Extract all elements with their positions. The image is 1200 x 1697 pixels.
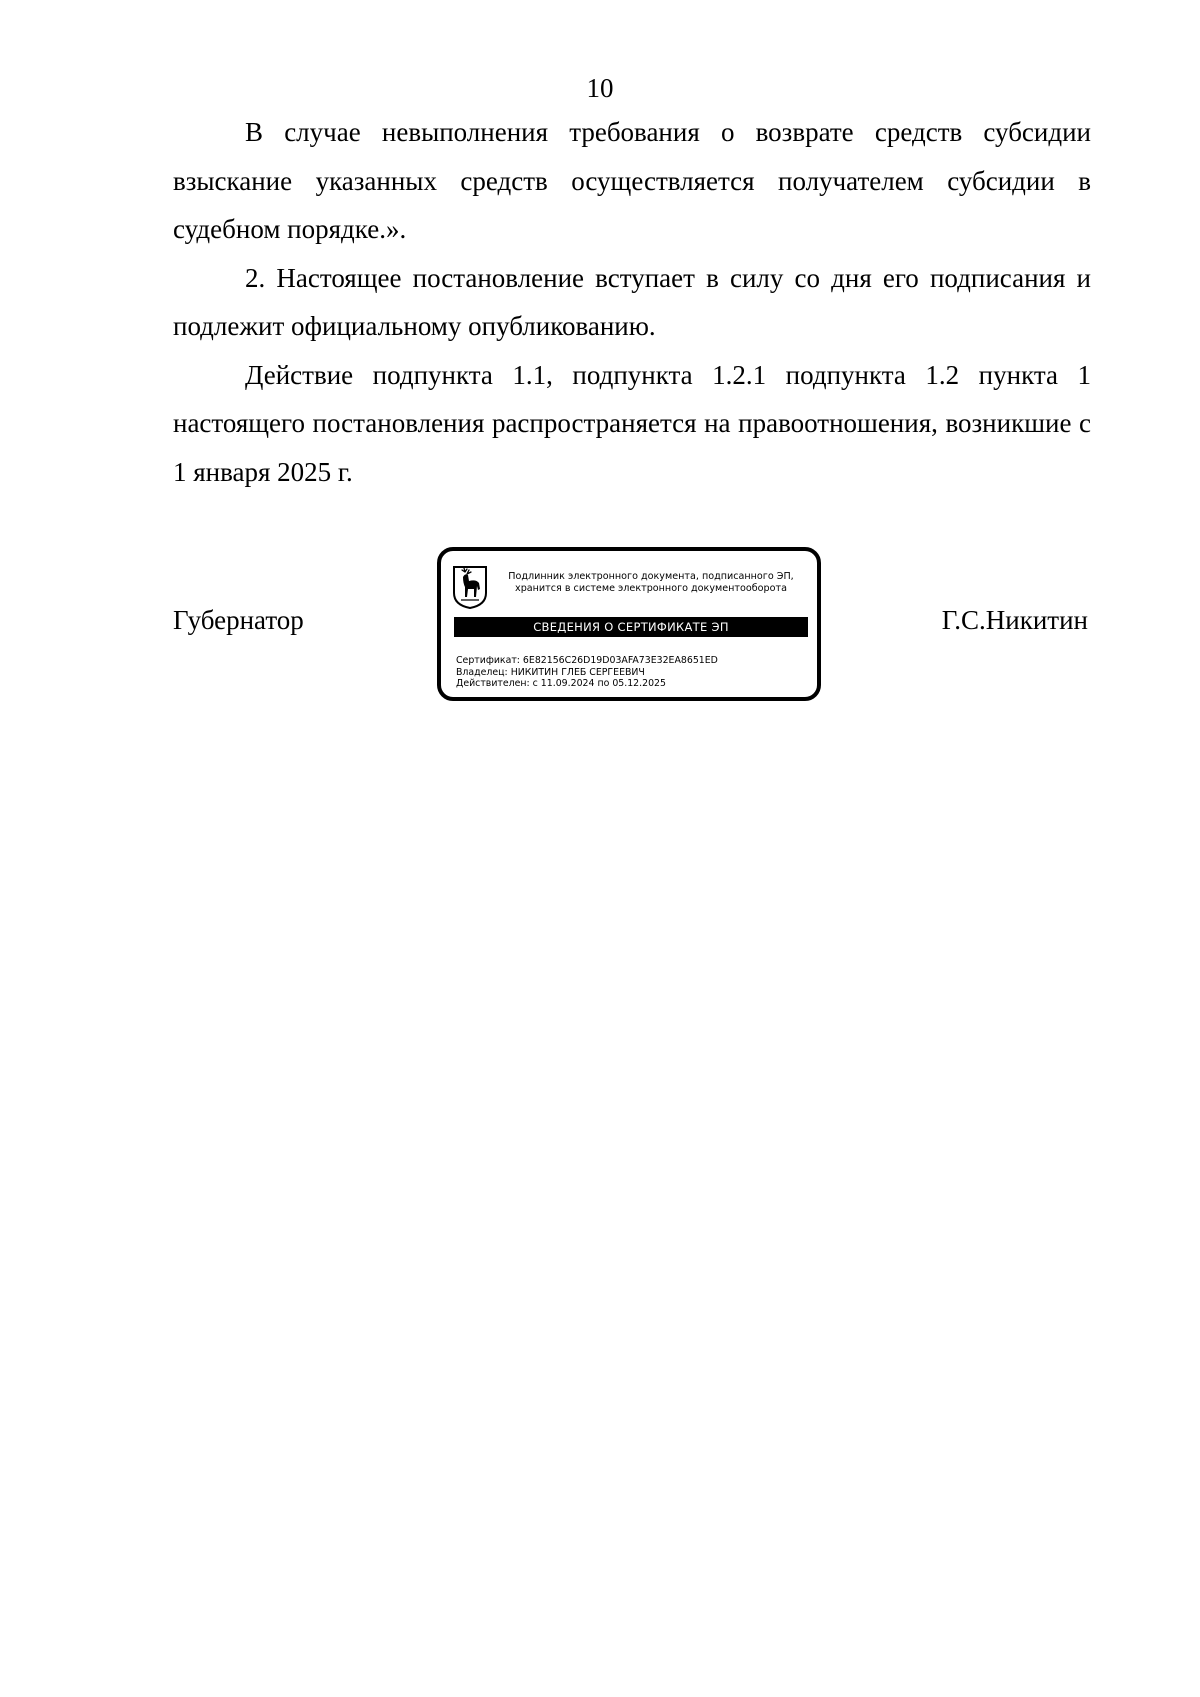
- certificate-owner: Владелец: НИКИТИН ГЛЕБ СЕРГЕЕВИЧ: [456, 666, 645, 678]
- stamp-banner: СВЕДЕНИЯ О СЕРТИФИКАТЕ ЭП: [454, 617, 808, 637]
- paragraph-entry-into-force: 2. Настоящее постановление вступает в силу со дня его подписания и подлежит официальному опубликованию.: [173, 262, 1091, 341]
- paragraph-retroactive-effect: Действие подпункта 1.1, подпункта 1.2.1 подпункта 1.2 пункта 1 настоящего постановления распространяется на правоотношения, возникшие с 1 января 2025 г.: [173, 359, 1091, 487]
- signatory-title: Губернатор: [173, 605, 304, 635]
- stamp-header: [491, 571, 811, 595]
- stamp-header-line: Подлинник электронного документа, подписанного ЭП,: [508, 571, 794, 582]
- page-number: 10: [586, 73, 614, 103]
- paragraph-refund-enforcement: В случае невыполнения требования о возврате средств субсидии взыскание указанных средств осуществляется получателем субсидии в судебном порядке.».: [173, 117, 1091, 244]
- stamp-header-line: хранится в системе электронного документооборота: [515, 583, 787, 594]
- signatory-name: Г.С.Никитин: [941, 605, 1088, 635]
- certificate-validity: Действителен: с 11.09.2024 по 05.12.2025: [456, 678, 666, 689]
- document-body: [173, 108, 1091, 496]
- certificate-details: [456, 655, 718, 690]
- electronic-signature-stamp: [437, 547, 821, 701]
- certificate-serial: Сертификат: 6E82156C26D19D03AFA73E32EA8651ED: [456, 655, 718, 666]
- coat-of-arms-icon: [452, 565, 488, 610]
